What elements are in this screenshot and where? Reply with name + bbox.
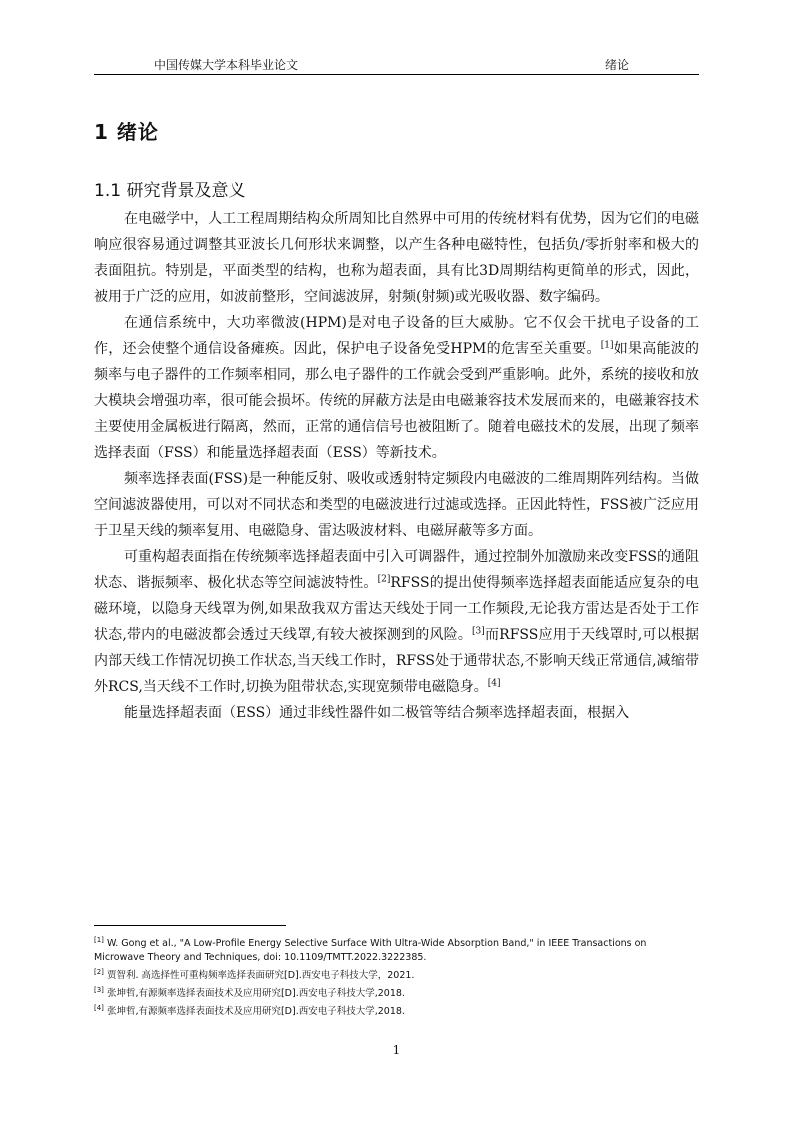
citation-mark: [3] xyxy=(472,626,485,637)
footnote xyxy=(94,965,699,983)
body-text xyxy=(94,206,699,726)
footnotes xyxy=(94,933,699,1020)
footnote xyxy=(94,983,699,1001)
header-thesis-name: 中国传媒大学本科毕业论文 xyxy=(154,58,299,72)
paragraph-text: RFSS的提出使得频率选择超表面能适应复杂的电磁环境，以隐身天线罩为例,如果敌我双方雷达天线处于同一工作频段,无论我方雷达是否处于工作状态,带内的电磁波都会透过天线罩,有较大被探测到的风险。 xyxy=(94,575,699,643)
footnote xyxy=(94,1001,699,1019)
header-chapter-name: 绪论 xyxy=(604,58,629,72)
footnote xyxy=(94,933,699,965)
paragraph-text: 可重构超表面指在传统频率选择超表面中引入可调器件，通过控制外加激励来改变FSS的通阻状态、谐振频率、极化状态等空间滤波特性。 xyxy=(94,549,699,591)
citation-mark: [2] xyxy=(377,574,391,585)
paragraph: 在电磁学中，人工工程周期结构众所周知比自然界中可用的传统材料有优势，因为它们的电磁响应很容易通过调整其亚波长几何形状来调整，以产生各种电磁特性，包括负/零折射率和极大的表面阻抗。特别是，平面类型的结构，也称为超表面，具有比3D周期结构更简单的形式，因此，被用于广泛的应用，如波前整形，空间滤波屏，射频(射频)或光吸收器、数字编码。 xyxy=(94,211,699,305)
paragraph: 能量选择超表面（ESS）通过非线性器件如二极管等结合频率选择超表面，根据入 xyxy=(124,705,630,721)
paragraph-text: 在通信系统中，大功率微波(HPM)是对电子设备的巨大威胁。它不仅会干扰电子设备的工作，还会使整个通信设备瘫痪。因此，保护电子设备免受HPM的危害至关重要。 xyxy=(94,315,699,357)
footnote-text: 张坤哲,有源频率选择表面技术及应用研究[D].西安电子科技大学,2018. xyxy=(106,1006,405,1018)
footnote-mark: [1] xyxy=(94,936,104,944)
chapter-title: 1 绪论 xyxy=(94,120,159,144)
footnote-mark: [2] xyxy=(94,968,104,977)
citation-mark: [1] xyxy=(600,340,614,351)
paragraph xyxy=(94,544,699,700)
footnote-mark: [3] xyxy=(94,986,104,995)
paragraph-text: 如果高能波的频率与电子器件的工作频率相同，那么电子器件的工作就会受到严重影响。此外，系统的接收和放大模块会增强功率，很可能会损坏。传统的屏蔽方法是由电磁兼容技术发展而来的，电磁兼容技术主要使用金属板进行隔离，然而，正常的通信信号也被阻断了。随着电磁技术的发展，出现了频率选择表面（FSS）和能量选择超表面（ESS）等新技术。 xyxy=(94,341,699,461)
footnote-text: 贾智利. 高选择性可重构频率选择表面研究[D].西安电子科技大学，2021. xyxy=(106,970,415,982)
section-title: 1.1 研究背景及意义 xyxy=(94,181,246,201)
citation-mark: [4] xyxy=(487,678,501,689)
footnote-text: 张坤哲,有源频率选择表面技术及应用研究[D].西安电子科技大学,2018. xyxy=(106,988,405,1000)
page-header xyxy=(94,52,699,75)
page-number: 1 xyxy=(392,1043,401,1057)
paragraph: 频率选择表面(FSS)是一种能反射、吸收或透射特定频段内电磁波的二维周期阵列结构。当做空间滤波器使用，可以对不同状态和类型的电磁波进行过滤或选择。正因此特性，FSS被广泛应用于卫星天线的频率复用、电磁隐身、雷达吸波材料、电磁屏蔽等多方面。 xyxy=(94,471,699,539)
paragraph-text: 而RFSS应用于天线罩时,可以根据内部天线工作情况切换工作状态,当天线工作时，RFSS处于通带状态,不影响天线正常通信,减缩带外RCS,当天线不工作时,切换为阻带状态,实现宽频带电磁隐身。 xyxy=(94,627,700,695)
footnote-mark: [4] xyxy=(94,1004,104,1013)
footnote-separator xyxy=(94,925,286,926)
footnote-text: W. Gong et al., "A Low-Profile Energy Selective Surface With Ultra-Wide Absorption Band," in IEEE Transactions on Microwave Theory and Techniques, doi: 10.1109/TMTT.2022.3222385. xyxy=(94,938,647,964)
paragraph xyxy=(94,310,699,466)
